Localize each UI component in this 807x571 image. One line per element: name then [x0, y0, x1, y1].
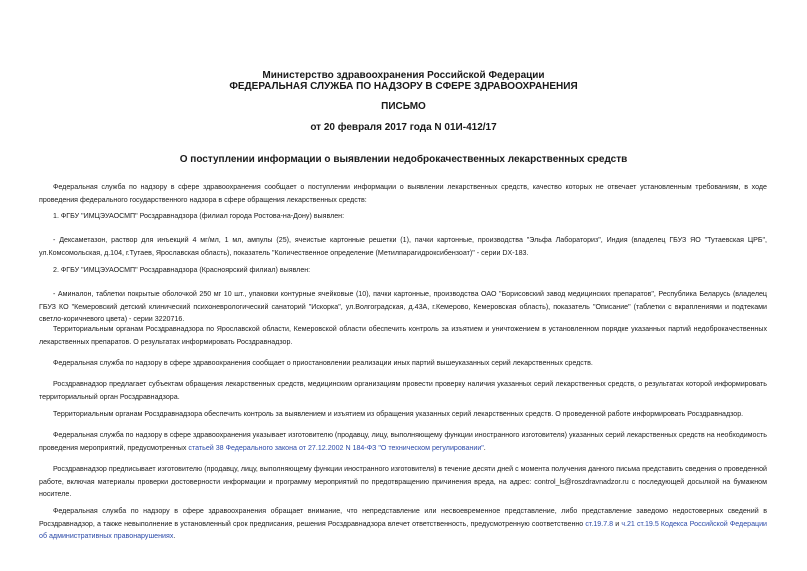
paragraph-dexamethasone: - Дексаметазон, раствор для инъекций 4 мг/мл, 1 мл, ампулы (25), ячеистые картонные решетки (1), пачки картонные, производства "Эльфа Лабораториз", Индия (владелец ГБУЗ ЯО "Тутаевская ЦРБ", ул.Комсомольская, д.104, г.Тутаев, Ярославская область), показатель "Количественное определение (Метилпарагидроксибензоат)" - серии DX-183. [39, 236, 767, 257]
law-link-184fz[interactable]: статьей 38 Федерального закона от 27.12.2002 N 184-ФЗ "О техническом регулировании" [188, 443, 484, 452]
ministry-title: Министерство здравоохранения Российской Федерации [262, 70, 545, 81]
service-title: ФЕДЕРАЛЬНАЯ СЛУЖБА ПО НАДЗОРУ В СФЕРЕ ЗДРАВООХРАНЕНИЯ [229, 81, 578, 92]
paragraph-proposal: Росздравнадзор предлагает субъектам обращения лекарственных средств, медицинским организациям провести проверку наличия указанных серий лекарственных средств, о результатах которой информировать территориальный орган Росздравнадзора. [39, 380, 767, 401]
paragraph-item-1: 1. ФГБУ "ИМЦЭУАОСМП" Росздравнадзора (филиал города Ростова-на-Дону) выявлен: [53, 212, 345, 220]
paragraph-item-2: 2. ФГБУ "ИМЦЭУАОСМП" Росздравнадзора (Красноярский филиал) выявлен: [53, 266, 311, 274]
paragraph-withdrawal-control: Территориальным органам Росздравнадзора обеспечить контроль за выявлением и изъятием из обращения указанных серий лекарственных средств. О проведенной работе информировать Росздравнадзор. [53, 410, 744, 418]
paragraph-manufacturer-measures [39, 429, 767, 454]
paragraph-aminalon: - Аминалон, таблетки покрытые оболочкой 250 мг 10 шт., упаковки контурные ячейковые (10), пачки картонные, производства ОАО "Борисовский завод медицинских препаратов", Республика Беларусь (владелец ГБУЗ КО "Кемеровский детский клинический психоневрологический санаторий "Искорка", ул.Волгоградская, д.43А, г.Кемерово, Кемеровская область), показатель "Описание" (таблетки с вкраплениями и подтеками светло-коричневого цвета) - серии 3220716. [39, 290, 767, 323]
doc-date-number: от 20 февраля 2017 года N 01И-412/17 [310, 122, 497, 133]
paragraph-suspension: Федеральная служба по надзору в сфере здравоохранения сообщает о приостановлении реализации иных партий вышеуказанных серий лекарственных средств. [53, 359, 593, 367]
law-link-koap[interactable]: ч.21 ст.19.5 Кодекса Российской Федерации об административных правонарушениях [39, 519, 768, 540]
paragraph-text: и [613, 519, 622, 528]
paragraph-intro: Федеральная служба по надзору в сфере здравоохранения сообщает о поступлении информации о выявлении лекарственных средств, качество которых не отвечает установленным требованиям, в ходе проведения федерального государственного надзора в сфере обращения лекарственных средств: [39, 183, 767, 204]
paragraph-prescription: Росздравнадзор предписывает изготовителю (продавцу, лицу, выполняющему функции иностранного изготовителя) в течение десяти дней с момента получения данного письма представить сведения о проведенной работе, включая материалы проверки достоверности информации и программу мероприятий по предотвращению причинения вреда, на адрес: control_ls@roszdravnadzor.ru с последующей досылкой на бумажном носителе. [39, 465, 767, 498]
doc-type: ПИСЬМО [381, 101, 426, 112]
doc-subject: О поступлении информации о выявлении недоброкачественных лекарственных средств [179, 154, 628, 165]
law-link-19-7-8[interactable]: ст.19.7.8 [585, 519, 614, 528]
paragraph-liability [39, 505, 767, 543]
paragraph-territorial-control: Территориальным органам Росздравнадзора по Ярославской области, Кемеровской области обеспечить контроль за изъятием и уничтожением в установленном порядке указанных партий недоброкачественных лекарственных препаратов. О результатах информировать Росздравнадзор. [39, 325, 767, 346]
paragraph-text: . [173, 532, 176, 540]
paragraph-text: . [483, 443, 486, 452]
paragraph-text: Федеральная служба по надзору в сфере здравоохранения указывает изготовителю (продавцу, лицу, выполняющему функции иностранного изготовителя) указанных серий лекарственных средств на необходимость проведения мероприятий, предусмотренных [39, 431, 767, 452]
paragraph-text: Федеральная служба по надзору в сфере здравоохранения обращает внимание, что непредставление или несвоевременное представление, либо представление заведомо недостоверных сведений в Росздравнадзор, а также невыполнение в установленный срок предписания, решения Росздравнадзора влечет ответственность, предусмотренную соответственно [39, 507, 767, 528]
